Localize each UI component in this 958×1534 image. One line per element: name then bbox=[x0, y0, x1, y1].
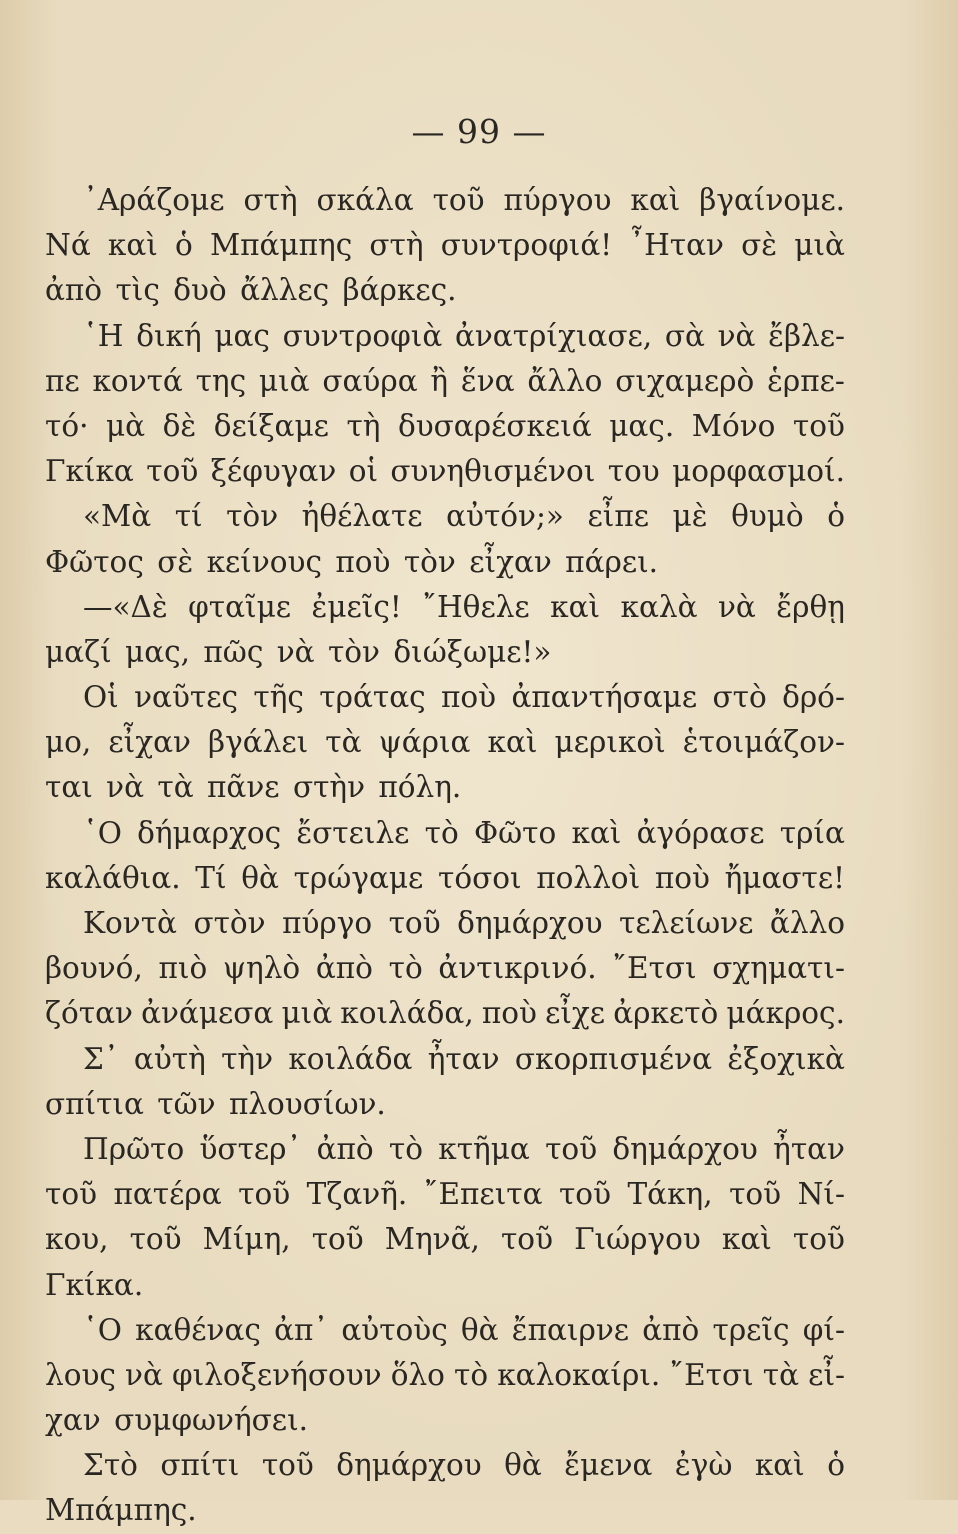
text-line: —«Δὲ φταῖμε ἐμεῖς! ῎Ηθελε καὶ καλὰ νὰ ἔρθῃ bbox=[83, 589, 845, 624]
text-line: «Μὰ τί τὸν ἠθέλατε αὐτόν;» εἶπε μὲ θυμὸ ὁ bbox=[83, 499, 845, 534]
text-line: ζόταν ἀνάμεσα μιὰ κοιλάδα, ποὺ εἶχε ἀρκετὸ μάκρος. bbox=[45, 996, 845, 1031]
text-line: τοῦ πατέρα τοῦ Τζανῆ. ῎Επειτα τοῦ Τάκη, τοῦ Νί- bbox=[45, 1177, 845, 1212]
text-line: Οἱ ναῦτες τῆς τράτας ποὺ ἀπαντήσαμε στὸ δρό- bbox=[83, 680, 845, 715]
text-line: τό· μὰ δὲ δείξαμε τὴ δυσαρέσκειά μας. Μόνο τοῦ bbox=[45, 408, 845, 443]
text-line: ται νὰ τὰ πᾶνε στὴν πόλη. bbox=[45, 770, 462, 805]
text-line: μο, εἶχαν βγάλει τὰ ψάρια καὶ μερικοὶ ἑτοιμάζον- bbox=[45, 725, 845, 760]
text-line: βουνό, πιὸ ψηλὸ ἀπὸ τὸ ἀντικρινό. ῎Ετσι σχηματι- bbox=[45, 951, 845, 986]
text-line: Πρῶτο ὕστερ᾿ ἀπὸ τὸ κτῆμα τοῦ δημάρχου ἦταν bbox=[83, 1131, 845, 1166]
text-line: Γκίκα. bbox=[45, 1267, 144, 1302]
text-line: κου, τοῦ Μίμη, τοῦ Μηνᾶ, τοῦ Γιώργου καὶ τοῦ bbox=[45, 1222, 845, 1257]
text-line: ῾Ο δήμαρχος ἔστειλε τὸ Φῶτο καὶ ἀγόρασε τρία bbox=[83, 815, 845, 850]
text-line: πε κοντά της μιὰ σαύρα ἢ ἕνα ἄλλο σιχαμερὸ ἑρπε- bbox=[45, 363, 845, 398]
text-line: Σ᾿ αὐτὴ τὴν κοιλάδα ἦταν σκορπισμένα ἐξοχικὰ bbox=[83, 1041, 845, 1076]
text-line: Στὸ σπίτι τοῦ δημάρχου θὰ ἔμενα ἐγὼ καὶ ὁ bbox=[83, 1448, 845, 1483]
text-line: Νά καὶ ὁ Μπάμπης στὴ συντροφιά! ῏Ηταν σὲ μιὰ bbox=[45, 228, 845, 263]
text-line: καλάθια. Τί θὰ τρώγαμε τόσοι πολλοὶ ποὺ ἤμαστε! bbox=[45, 860, 845, 895]
text-line: ῾Ο καθένας ἀπ᾿ αὐτοὺς θὰ ἔπαιρνε ἀπὸ τρεῖς φί- bbox=[83, 1312, 845, 1347]
text-line: Μπάμπης. bbox=[45, 1493, 197, 1528]
page-number: — 99 — bbox=[411, 112, 547, 151]
body-text bbox=[45, 178, 845, 1534]
text-line: ᾿Αράζομε στὴ σκάλα τοῦ πύργου καὶ βγαίνομε. bbox=[83, 183, 845, 217]
text-line: Κοντὰ στὸν πύργο τοῦ δημάρχου τελείωνε ἄλλο bbox=[83, 906, 845, 940]
text-line: σπίτια τῶν πλουσίων. bbox=[45, 1086, 386, 1121]
text-line: Γκίκα τοῦ ξέφυγαν οἱ συνηθισμένοι του μορφασμοί. bbox=[45, 454, 845, 489]
text-line: χαν συμφωνήσει. bbox=[45, 1403, 309, 1438]
text-line: ἀπὸ τὶς δυὸ ἄλλες βάρκες. bbox=[45, 273, 457, 308]
text-line: λους νὰ φιλοξενήσουν ὅλο τὸ καλοκαίρι. ῎Ετσι τὰ εἶ- bbox=[45, 1357, 845, 1392]
text-line: Φῶτος σὲ κείνους ποὺ τὸν εἶχαν πάρει. bbox=[45, 544, 659, 579]
text-line: ῾Η δική μας συντροφιὰ ἀνατρίχιασε, σὰ νὰ ἔβλε- bbox=[83, 318, 845, 353]
text-line: μαζί μας, πῶς νὰ τὸν διώξωμε!» bbox=[45, 634, 552, 669]
